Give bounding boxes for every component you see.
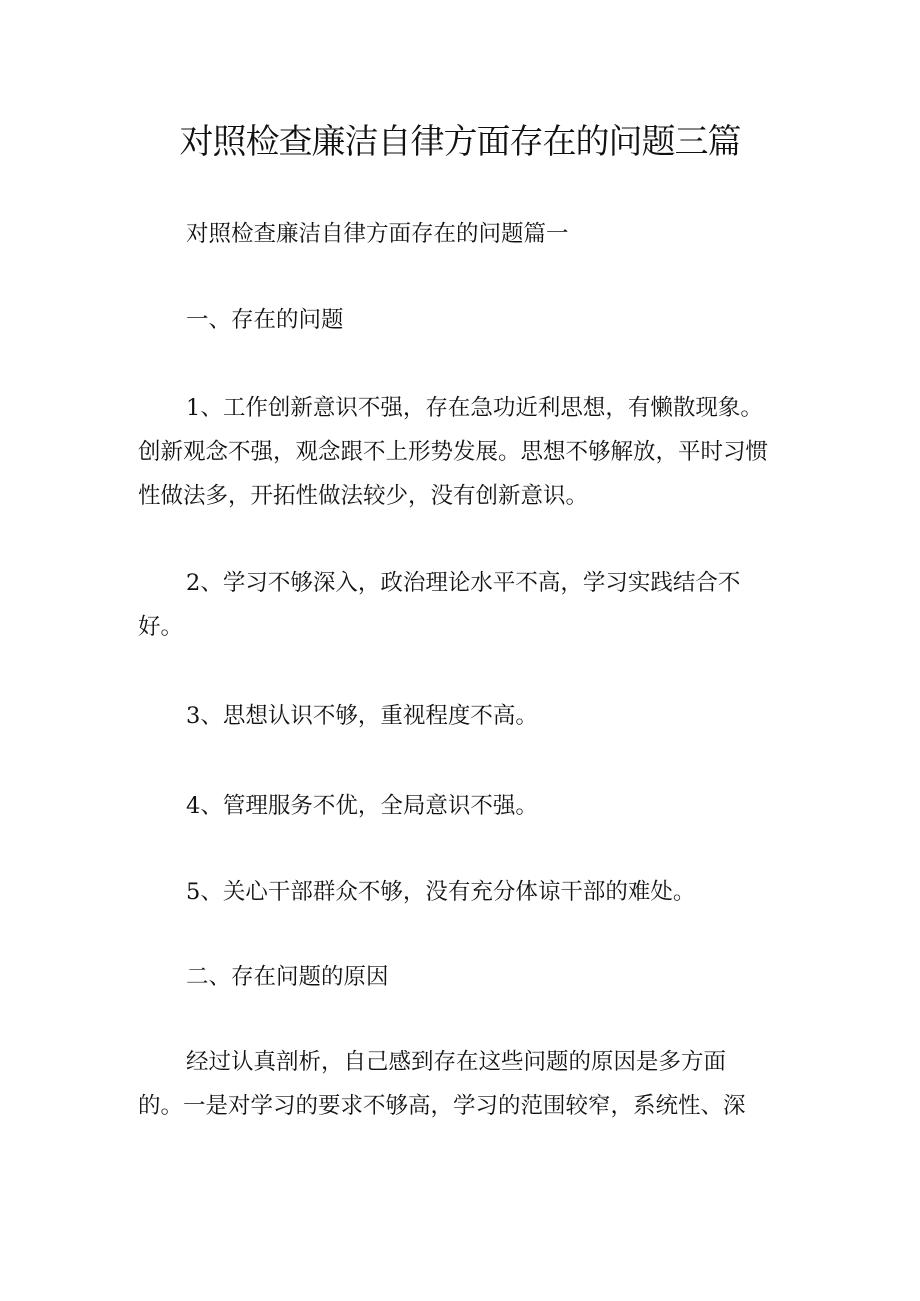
causes-paragraph: 经过认真剖析，自己感到存在这些问题的原因是多方面的。一是对学习的要求不够高，学习的范围较窄，系统性、深 xyxy=(138,1049,746,1119)
problem-item-4: 4、管理服务不优，全局意识不强。 xyxy=(186,793,538,819)
problem-item-2: 2、学习不够深入，政治理论水平不高，学习实践结合不好。 xyxy=(138,570,741,640)
problem-item-1: 1、工作创新意识不强，存在急功近利思想，有懒散现象。创新观念不强，观念跟不上形势发展。思想不够解放，平时习惯性做法多，开拓性做法较少，没有创新意识。 xyxy=(138,395,769,509)
document-subtitle: 对照检查廉洁自律方面存在的问题篇一 xyxy=(186,221,569,247)
section-heading-problems: 一、存在的问题 xyxy=(186,307,344,333)
problem-item-3: 3、思想认识不够，重视程度不高。 xyxy=(186,703,538,729)
section-heading-causes: 二、存在问题的原因 xyxy=(186,964,389,990)
problem-item-5: 5、关心干部群众不够，没有充分体谅干部的难处。 xyxy=(186,879,696,905)
document-title: 对照检查廉洁自律方面存在的问题三篇 xyxy=(179,122,741,162)
